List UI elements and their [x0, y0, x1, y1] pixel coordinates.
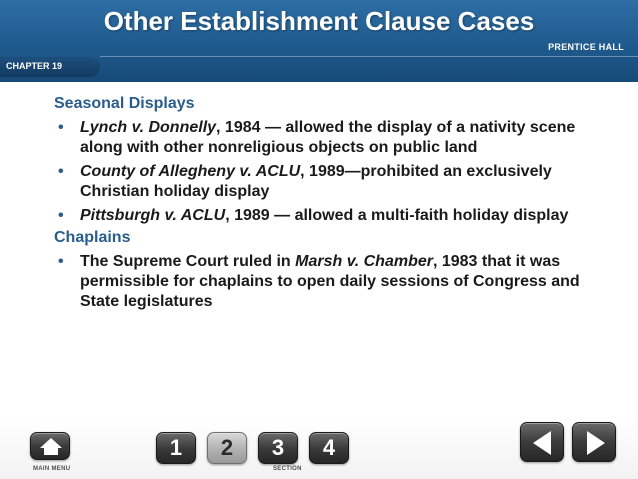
- main-menu-label: MAIN MENU: [33, 466, 71, 472]
- list-item: [54, 252, 614, 312]
- case-name: Lynch v. Donnelly: [80, 119, 217, 136]
- case-description: , 1989 — allowed a multi-faith holiday display: [225, 207, 569, 224]
- case-name: Marsh v. Chamber: [295, 253, 433, 270]
- chapter-label: CHAPTER 19: [6, 61, 63, 71]
- case-description: , 1983 that it was permissible for chaplains to open daily sessions of Congress and State legislatures: [80, 253, 580, 310]
- case-name: Pittsburgh v. ACLU: [80, 207, 226, 224]
- section-heading-chaplains: Chaplains: [54, 229, 131, 246]
- bullet-marker: •: [58, 163, 64, 180]
- bullet-marker: •: [58, 253, 64, 270]
- case-description: , 1984 — allowed the display of a nativity scene along with other nonreligious objects on public land: [80, 119, 576, 156]
- list-item: [54, 118, 614, 158]
- previous-arrow-icon: [521, 423, 565, 463]
- bullet-marker: •: [58, 207, 64, 224]
- previous-slide-button[interactable]: [520, 422, 564, 462]
- header-divider: [100, 56, 638, 57]
- section-1-button[interactable]: 1: [156, 432, 196, 464]
- slide-title: Other Establishment Clause Cases: [103, 6, 535, 36]
- section-3-button[interactable]: 3: [258, 432, 298, 464]
- case-description: , 1989—prohibited an exclusively Christian holiday display: [80, 163, 552, 200]
- chapter-tab: [0, 57, 100, 77]
- next-slide-button[interactable]: [572, 422, 616, 462]
- home-icon: [31, 433, 71, 461]
- section-heading-seasonal-displays: Seasonal Displays: [54, 95, 195, 112]
- header-banner: [0, 0, 638, 82]
- next-arrow-icon: [573, 423, 617, 463]
- section-2-button[interactable]: 2: [207, 432, 247, 464]
- main-menu-button[interactable]: [30, 432, 70, 460]
- case-name: County of Allegheny v. ACLU: [80, 163, 301, 180]
- slide-content: [54, 94, 614, 312]
- case-intro: The Supreme Court ruled in: [80, 253, 296, 270]
- section-4-button[interactable]: 4: [309, 432, 349, 464]
- section-label: SECTION: [273, 466, 302, 472]
- bullet-marker: •: [58, 119, 64, 136]
- list-item: [54, 162, 614, 202]
- list-item: [54, 206, 614, 226]
- publisher-label: PRENTICE HALL: [548, 42, 624, 52]
